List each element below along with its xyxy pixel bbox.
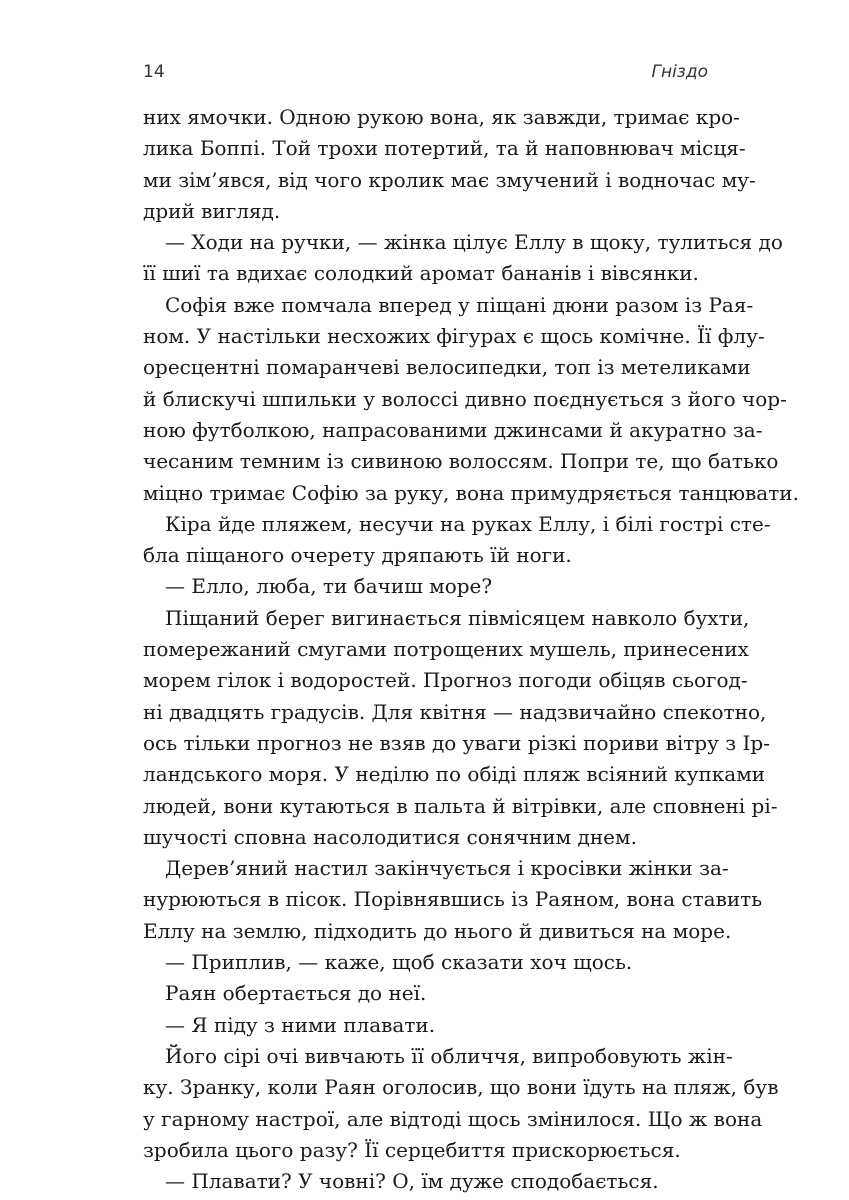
text-line: ландського моря. У неділю по обіді пляж всіяний купками: [143, 762, 766, 787]
text-line: ні двадцять градусів. Для квітня — надзвичайно спекотно,: [143, 699, 767, 724]
text-line: нурюються в пісок. Порівнявшись із Раяном, вона ставить: [143, 887, 763, 912]
text-line: — Приплив, — каже, щоб сказати хоч щось.: [165, 950, 633, 975]
text-line: ном. У настільки несхожих фігурах є щось комічне. Її флу-: [143, 324, 765, 349]
text-line: ною футболкою, напрасованими джинсами й акуратно за-: [143, 417, 763, 442]
text-line: ми зім’явся, від чого кролик має змучений і водночас му-: [143, 167, 756, 192]
text-line: чесаним темним із сивиною волоссям. Попри те, що батько: [143, 449, 779, 474]
text-line: дрий вигляд.: [143, 198, 281, 223]
text-line: — Елло, люба, ти бачиш море?: [165, 574, 493, 599]
text-line: лика Боппі. Той трохи потертий, та й наповнювач місця-: [143, 136, 746, 161]
body-text: [143, 102, 799, 1197]
text-line: оресцентні помаранчеві велосипедки, топ із метеликами: [143, 355, 751, 380]
text-line: Раян обертається до неї.: [165, 981, 427, 1006]
text-line: Софія вже помчала вперед у піщані дюни разом із Рая-: [165, 292, 754, 317]
text-line: Еллу на землю, підходить до нього й дивиться на море.: [143, 918, 732, 943]
book-title: Гніздо: [651, 62, 708, 82]
text-line: міцно тримає Софію за руку, вона примудряється танцювати.: [143, 480, 799, 505]
page-number: 14: [143, 62, 165, 82]
text-line: й блискучі шпильки у волоссі дивно поєднується з його чор-: [143, 386, 787, 411]
text-line: морем гілок і водоростей. Прогноз погоди обіцяв сьогод-: [143, 668, 748, 693]
text-line: у гарному настрої, але відтоді щось змінилося. Що ж вона: [143, 1106, 763, 1131]
text-line: Дерев’яний настил закінчується і кросівки жінки за-: [165, 856, 729, 881]
text-line: людей, вони кутаються в пальта й вітрівки, але сповнені рі-: [143, 793, 778, 818]
text-line: помережаний смугами потрощених мушель, принесених: [143, 637, 749, 662]
text-line: ку. Зранку, коли Раян оголосив, що вони їдуть на пляж, був: [143, 1075, 779, 1100]
text-line: Його сірі очі вивчають її обличчя, випробовують жін-: [165, 1043, 733, 1068]
text-line: — Я піду з ними плавати.: [165, 1012, 436, 1037]
text-line: — Плавати? У човні? О, їм дуже сподобається.: [165, 1169, 659, 1194]
text-line: них ямочки. Одною рукою вона, як завжди, тримає кро-: [143, 105, 740, 129]
text-line: бла піщаного очерету дряпають їй ноги.: [143, 543, 572, 568]
text-line: її шиї та вдихає солодкий аромат бананів і вівсянки.: [143, 261, 699, 286]
text-line: Піщаний берег вигинається півмісяцем навколо бухти,: [165, 605, 750, 630]
text-line: шучості сповна насолодитися сонячним днем.: [143, 824, 637, 849]
text-line: Кіра йде пляжем, несучи на руках Еллу, і білі гострі сте-: [165, 511, 771, 536]
text-line: — Ходи на ручки, — жінка цілує Еллу в щоку, тулиться до: [165, 230, 783, 255]
text-line: ось тільки прогноз не взяв до уваги різкі пориви вітру з Ір-: [143, 730, 770, 755]
text-line: зробила цього разу? Її серцебиття прискорюється.: [143, 1137, 681, 1162]
running-head: [143, 62, 708, 90]
